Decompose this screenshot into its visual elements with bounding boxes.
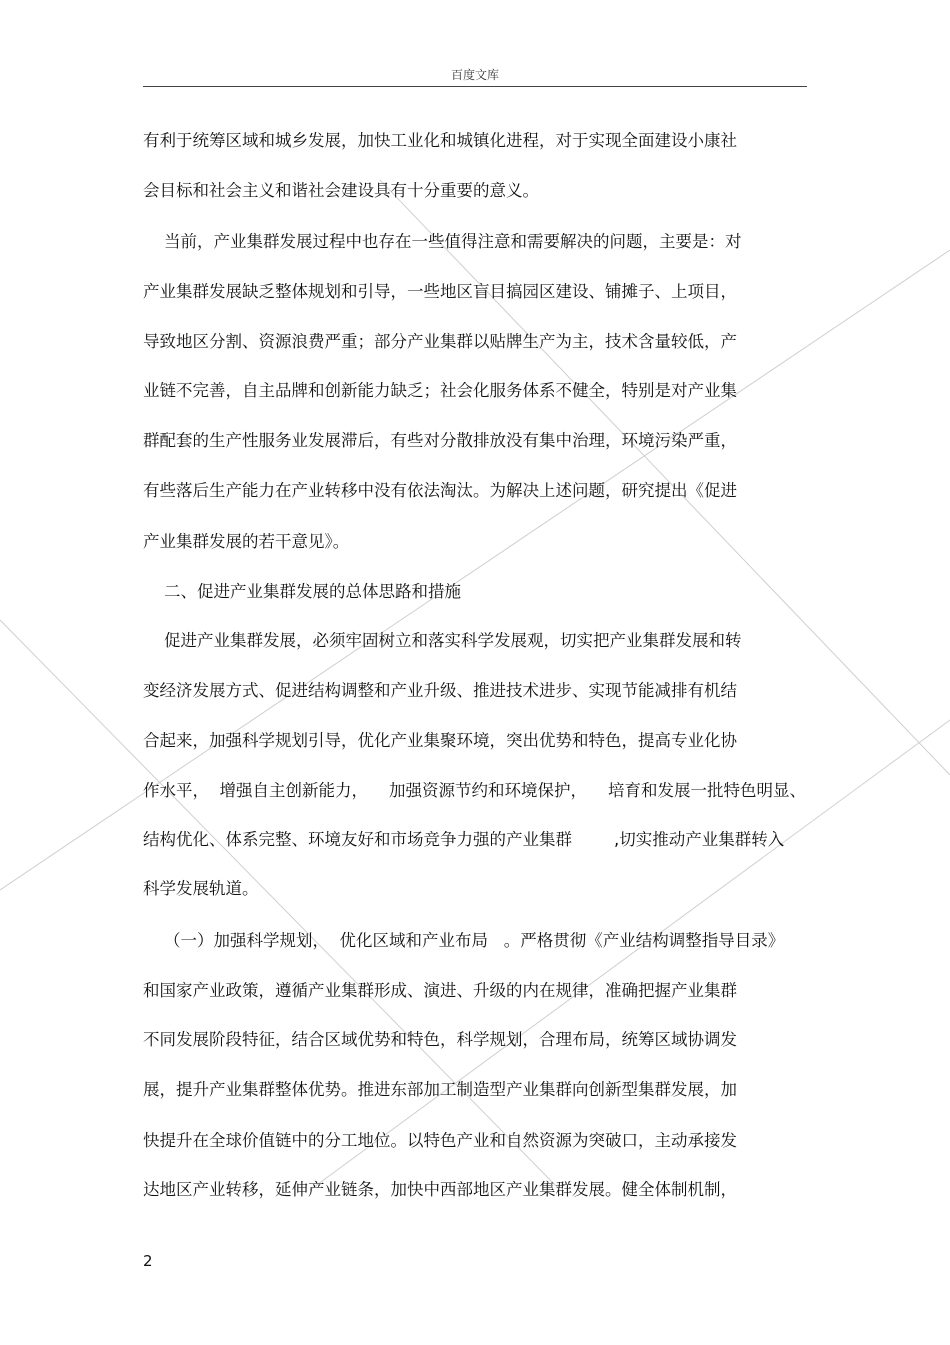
header-rule xyxy=(143,86,807,87)
text-line: 合起来，加强科学规划引导，优化产业集聚环境，突出优势和特色，提高专业化协 xyxy=(143,731,737,750)
page-header: 百度文库 xyxy=(450,68,499,82)
section-heading: 二、促进产业集群发展的总体思路和措施 xyxy=(143,582,461,601)
text-line: 变经济发展方式、促进结构调整和产业升级、推进技术进步、实现节能减排有机结 xyxy=(143,681,737,700)
text-line: 结构优化、体系完整、环境友好和市场竞争力强的产业集群 ,切实推动产业集群转入 xyxy=(143,830,785,849)
text-line: 促进产业集群发展，必须牢固树立和落实科学发展观，切实把产业集群发展和转 xyxy=(143,631,742,650)
text-line: 当前，产业集群发展过程中也存在一些值得注意和需要解决的问题，主要是：对 xyxy=(143,232,742,251)
text-line: 业链不完善，自主品牌和创新能力缺乏；社会化服务体系不健全，特别是对产业集 xyxy=(143,381,737,400)
subsection-heading: （一）加强科学规划， 优化区域和产业布局 。严格贯彻《产业结构调整指导目录》 xyxy=(143,931,785,950)
text-line: 产业集群发展缺乏整体规划和引导，一些地区盲目搞园区建设、铺摊子、上项目， xyxy=(143,282,737,301)
text-line: 作水平， 增强自主创新能力， 加强资源节约和环境保护， 培育和发展一批特色明显、 xyxy=(143,781,806,800)
text-line: 有些落后生产能力在产业转移中没有依法淘汰。为解决上述问题，研究提出《促进 xyxy=(143,481,737,500)
text-line: 展，提升产业集群整体优势。推进东部加工制造型产业集群向创新型集群发展，加 xyxy=(143,1080,737,1099)
text-line: 不同发展阶段特征，结合区域优势和特色，科学规划，合理布局，统筹区域协调发 xyxy=(143,1030,737,1049)
page-number: 2 xyxy=(143,1252,153,1270)
text-line: 群配套的生产性服务业发展滞后，有些对分散排放没有集中治理，环境污染严重， xyxy=(143,431,737,450)
text-line: 达地区产业转移，延伸产业链条，加快中西部地区产业集群发展。健全体制机制， xyxy=(143,1180,737,1199)
text-line: 和国家产业政策，遵循产业集群形成、演进、升级的内在规律，准确把握产业集群 xyxy=(143,981,737,1000)
text-line: 快提升在全球价值链中的分工地位。以特色产业和自然资源为突破口，主动承接发 xyxy=(143,1131,737,1150)
text-line: 产业集群发展的若干意见》。 xyxy=(143,532,350,551)
text-line: 科学发展轨道。 xyxy=(143,879,259,898)
text-line: 导致地区分割、资源浪费严重；部分产业集群以贴牌生产为主，技术含量较低，产 xyxy=(143,332,737,351)
text-line: 会目标和社会主义和谐社会建设具有十分重要的意义。 xyxy=(143,181,539,200)
text-line: 有利于统筹区域和城乡发展，加快工业化和城镇化进程，对于实现全面建设小康社 xyxy=(143,131,737,150)
